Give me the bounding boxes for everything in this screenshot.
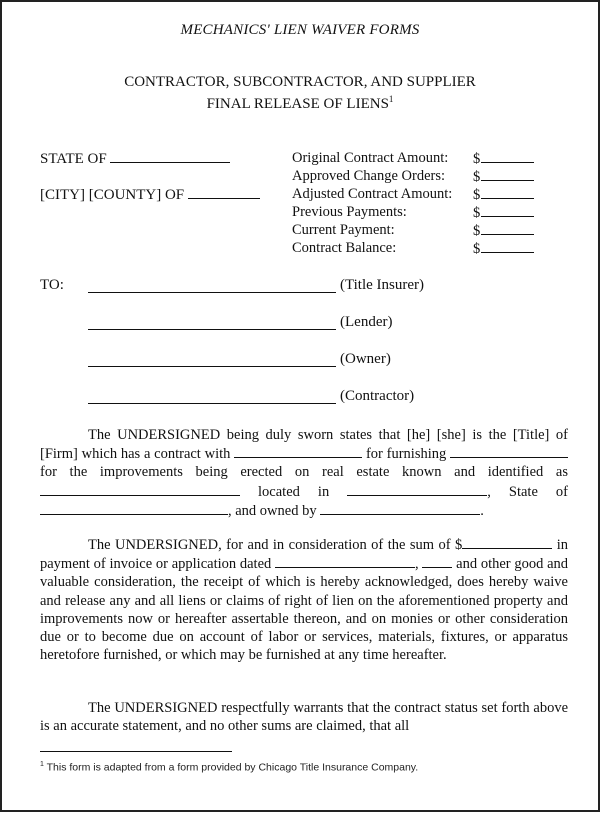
city-county-row <box>40 185 260 203</box>
amount-field <box>473 167 534 186</box>
page-title: MECHANICS' LIEN WAIVER FORMS <box>180 22 420 38</box>
para-text: . <box>480 502 484 519</box>
state-row <box>40 149 260 167</box>
amount-field <box>473 203 534 222</box>
recipient-row <box>40 277 560 314</box>
amount-blank[interactable] <box>481 203 534 217</box>
currency-symbol: $ <box>473 151 481 167</box>
state-of-blank[interactable] <box>40 501 228 515</box>
para-text: The UNDERSIGNED respectfully warrants that the contract status set forth above is an accurate statement, and no other sums are claimed, that all <box>40 700 568 735</box>
furnishing-blank[interactable] <box>450 444 568 458</box>
amount-field <box>473 149 534 168</box>
owner-blank[interactable] <box>320 501 480 515</box>
year-blank[interactable] <box>422 554 452 568</box>
recipient-row <box>40 314 560 351</box>
sum-blank[interactable] <box>462 535 552 549</box>
invoice-date-blank[interactable] <box>275 554 415 568</box>
recipient-blank[interactable] <box>88 292 336 293</box>
state-block <box>40 149 260 203</box>
recipient-role: (Contractor) <box>340 388 415 404</box>
amount-blank[interactable] <box>481 239 534 253</box>
recipient-row <box>40 351 560 388</box>
contract-party-blank[interactable] <box>234 444 362 458</box>
recipient-role: (Title Insurer) <box>340 277 425 293</box>
contract-amounts <box>292 149 552 257</box>
amount-blank[interactable] <box>481 149 534 163</box>
amount-blank[interactable] <box>481 167 534 181</box>
footnote-reference: 1 <box>388 94 394 104</box>
location-blank[interactable] <box>347 482 487 496</box>
currency-symbol: $ <box>473 169 481 185</box>
statement-paragraph <box>40 426 568 520</box>
footnote-mark: 1 <box>40 761 44 768</box>
amount-row <box>292 221 552 239</box>
footnote-divider <box>40 751 232 752</box>
release-paragraph <box>40 535 568 664</box>
amount-label: Adjusted Contract Amount: <box>292 186 453 202</box>
amount-row <box>292 203 552 221</box>
amount-label: Previous Payments: <box>292 204 407 220</box>
footnote-text: This form is adapted from a form provided by Chicago Title Insurance Company. <box>46 761 419 774</box>
currency-symbol: $ <box>473 223 481 239</box>
amount-row <box>292 239 552 257</box>
recipient-blank[interactable] <box>88 366 336 367</box>
para-text: , and owned by <box>228 502 317 519</box>
property-identity-blank[interactable] <box>40 482 240 496</box>
recipient-role: (Owner) <box>340 351 391 367</box>
amount-label: Current Payment: <box>292 222 395 238</box>
currency-symbol: $ <box>473 187 481 203</box>
amount-field <box>473 239 534 258</box>
city-county-blank[interactable] <box>188 185 260 199</box>
para-text: for furnishing <box>365 446 447 463</box>
amount-field <box>473 221 534 240</box>
para-text: in payment of invoice or application dated <box>40 537 568 573</box>
recipient-blank[interactable] <box>88 329 336 330</box>
amount-row <box>292 167 552 185</box>
heading-line-2 <box>2 91 598 113</box>
amount-blank[interactable] <box>481 221 534 235</box>
amount-label: Contract Balance: <box>292 240 397 256</box>
heading-line-1: CONTRACTOR, SUBCONTRACTOR, AND SUPPLIER <box>124 74 476 90</box>
para-text: The UNDERSIGNED, for and in consideration of the sum of $ <box>88 537 463 553</box>
para-text: , State of <box>487 483 568 500</box>
amount-row <box>292 149 552 167</box>
currency-symbol: $ <box>473 205 481 221</box>
amount-row <box>292 185 552 203</box>
form-heading <box>2 74 598 113</box>
para-text: located in <box>258 483 330 500</box>
city-county-label: [CITY] [COUNTY] OF <box>40 187 185 203</box>
recipient-blank[interactable] <box>88 403 336 404</box>
state-label: STATE OF <box>40 151 107 167</box>
para-text: The UNDERSIGNED being duly sworn states that [he] [she] is the [Title] of [Firm] which has a contract with <box>40 427 568 463</box>
amount-label: Original Contract Amount: <box>292 150 449 166</box>
footnote <box>40 761 418 774</box>
para-text: and other good and valuable consideration, the receipt of which is hereby acknowledged, does hereby waive and release any and all liens or claims of right of lien on the aforementioned property and improvements now or hereafter assertable thereon, and on monies or other consideration due or to become due on account of labor or services, materials, fixtures, or apparatus heretofore furnished, or which may be furnished at any time hereafter. <box>40 556 569 664</box>
amount-field <box>473 185 534 204</box>
recipient-role: (Lender) <box>340 314 393 330</box>
to-label: TO: <box>40 277 64 293</box>
warranty-paragraph <box>40 699 568 735</box>
heading-line-2-text: FINAL RELEASE OF LIENS <box>206 96 389 112</box>
state-spacer <box>40 167 260 185</box>
currency-symbol: $ <box>473 241 481 257</box>
recipients-block <box>40 277 560 425</box>
para-text: , <box>415 556 419 573</box>
para-text: for the improvements being erected on real estate known and identified as <box>40 464 568 481</box>
recipient-row <box>40 388 560 425</box>
state-blank[interactable] <box>110 149 230 163</box>
amount-blank[interactable] <box>481 185 534 199</box>
amount-label: Approved Change Orders: <box>292 168 446 184</box>
